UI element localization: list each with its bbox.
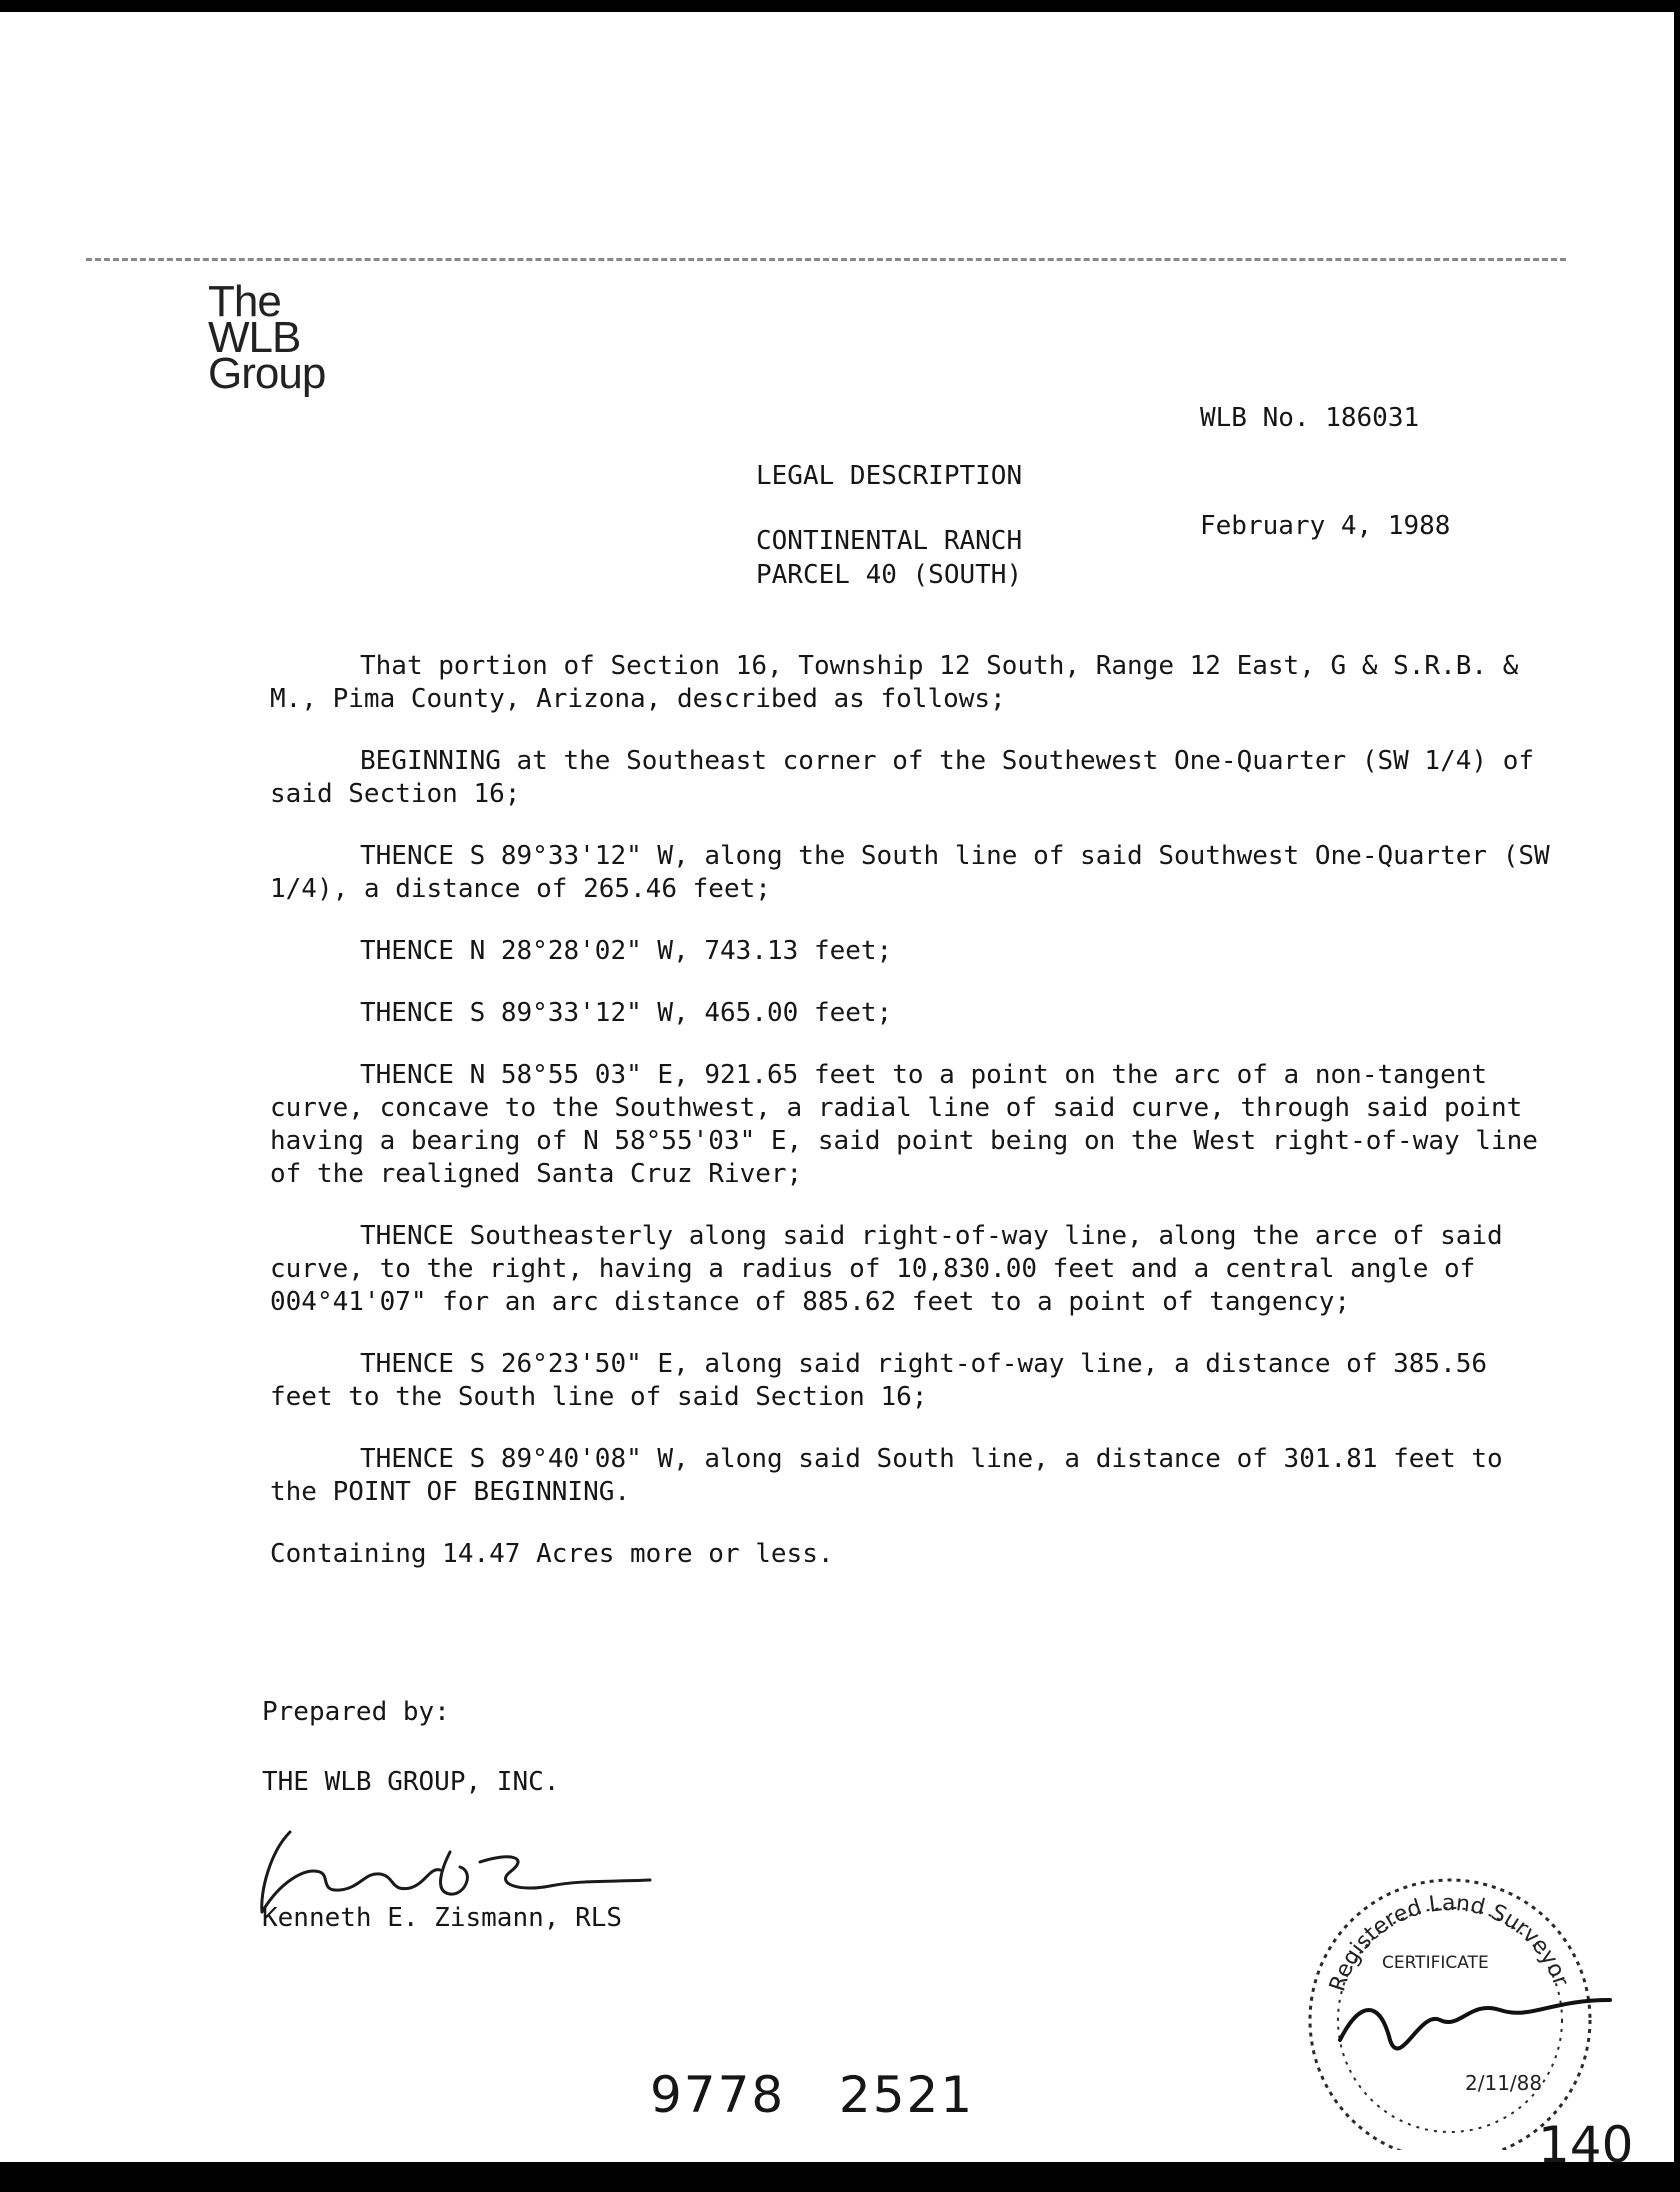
legal-description-body bbox=[270, 650, 1560, 1600]
acreage-statement: Containing 14.47 Acres more or less. bbox=[270, 1539, 834, 1569]
letterhead-rule bbox=[86, 258, 1566, 263]
reference-date: February 4, 1988 bbox=[1200, 511, 1451, 541]
logo-line: WLB bbox=[208, 313, 301, 362]
paragraph: THENCE S 89°33'12" W, along the South line of said Southwest One-Quarter (SW 1/4), a distance of 265.46 feet; bbox=[270, 841, 1550, 904]
seal-text: Registered Land Surveyor bbox=[1325, 1890, 1574, 1995]
scan-border-top bbox=[0, 0, 1680, 12]
document-title: LEGAL DESCRIPTION bbox=[756, 461, 1023, 491]
prepared-by-label: Prepared by: bbox=[262, 1697, 450, 1727]
paragraph: THENCE S 26°23'50" E, along said right-of-way line, a distance of 385.56 feet to the South line of said Section 16; bbox=[270, 1349, 1488, 1412]
subtitle-line: PARCEL 40 (SOUTH) bbox=[756, 560, 1023, 590]
scan-border-right bbox=[1674, 0, 1680, 2192]
seal-date: 2/11/88 bbox=[1465, 2071, 1543, 2095]
paragraph: THENCE S 89°33'12" W, 465.00 feet; bbox=[360, 998, 893, 1028]
surveyor-seal bbox=[1270, 1850, 1630, 2150]
subtitle-line: CONTINENTAL RANCH bbox=[756, 526, 1023, 556]
document-subtitle bbox=[756, 524, 1022, 592]
paragraph: THENCE N 58°55 03" E, 921.65 feet to a point on the arc of a non-tangent curve, concave to the Southwest, a radial line of said curve, through said point having a bearing of N 58°55'03" E, said point being on the West right-of-way line of the realigned Santa Cruz River; bbox=[270, 1060, 1538, 1189]
signer-name: Kenneth E. Zismann, RLS bbox=[262, 1903, 623, 1933]
svg-text:Registered Land Surveyor bbox=[1325, 1891, 1573, 1995]
scan-border-bottom bbox=[0, 2162, 1680, 2192]
company-logo bbox=[208, 277, 408, 398]
paragraph: BEGINNING at the Southeast corner of the Southewest One-Quarter (SW 1/4) of said Section 16; bbox=[270, 746, 1534, 809]
reference-number: WLB No. 186031 bbox=[1200, 403, 1420, 433]
firm-name: THE WLB GROUP, INC. bbox=[262, 1767, 560, 1797]
logo-line: Group bbox=[208, 349, 326, 398]
document-number: 9778 2521 bbox=[650, 2066, 975, 2124]
paragraph: THENCE S 89°40'08" W, along said South line, a distance of 301.81 feet to the POINT OF BEGINNING. bbox=[270, 1444, 1503, 1507]
paragraph: THENCE N 28°28'02" W, 743.13 feet; bbox=[360, 936, 893, 966]
paragraph: That portion of Section 16, Township 12 South, Range 12 East, G & S.R.B. & M., Pima County, Arizona, described as follows; bbox=[270, 651, 1519, 714]
logo-line: The bbox=[208, 277, 281, 326]
reference-block bbox=[1200, 328, 1450, 616]
page-number: 140 bbox=[1538, 2116, 1634, 2174]
seal-certificate-text: CERTIFICATE bbox=[1382, 1953, 1489, 1973]
paragraph: THENCE Southeasterly along said right-of-way line, along the arce of said curve, to the right, having a radius of 10,830.00 feet and a central angle of 004°41'07" for an arc distance of 885.62 feet to a point of tangency; bbox=[270, 1221, 1503, 1317]
